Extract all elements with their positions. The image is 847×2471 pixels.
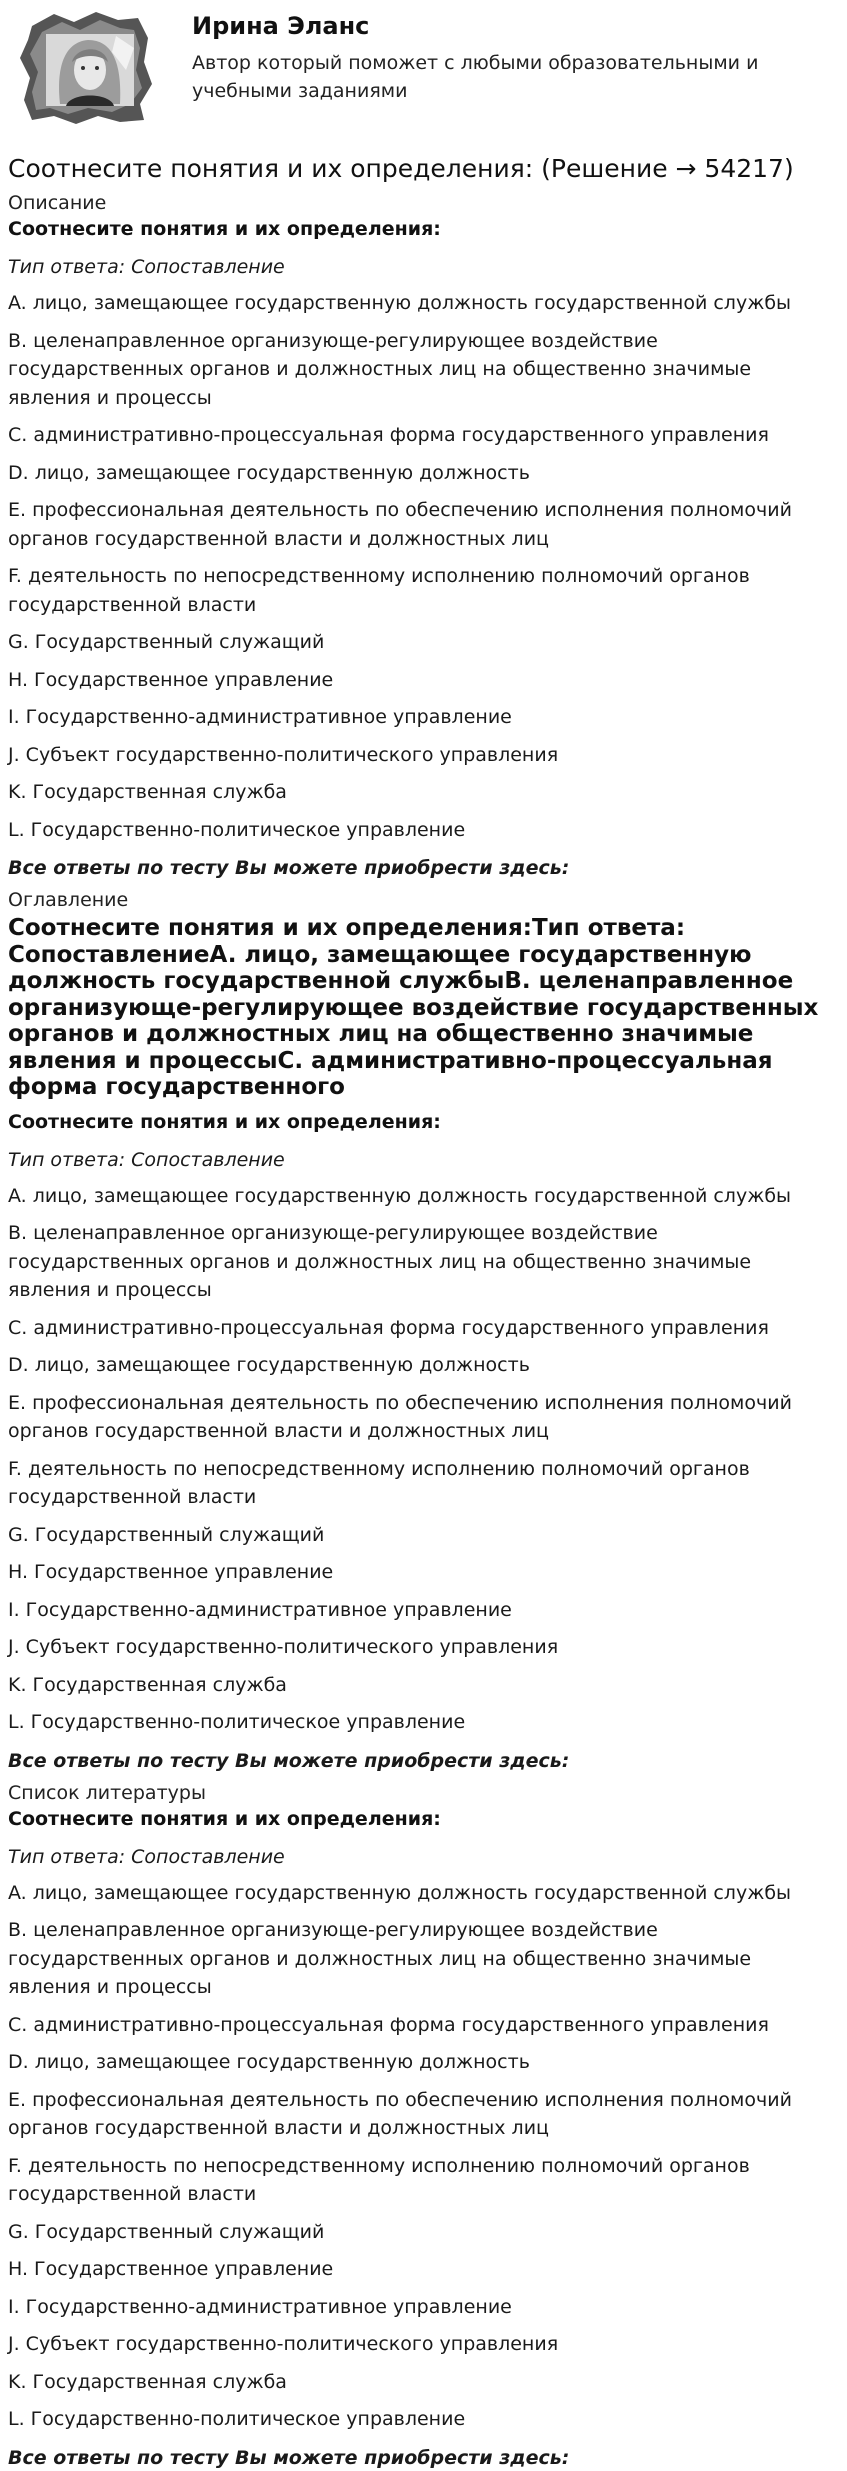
option-item: K. Государственная служба (8, 1673, 287, 1696)
option-item: L. Государственно-политическое управление (8, 2408, 466, 2430)
option-item: D. лицо, замещающее государственную должность (8, 1354, 530, 1376)
question-heading: Соотнесите понятия и их определения: (8, 1807, 441, 1830)
section-label: Оглавление (8, 889, 129, 911)
author-avatar (16, 8, 154, 126)
option-item: C. административно-процессуальная форма государственного управления (8, 1316, 769, 1339)
author-name[interactable]: Ирина Эланс (192, 12, 370, 40)
page-title: Соотнесите понятия и их определения: (Решение → 54217) (8, 154, 794, 183)
option-item: A. лицо, замещающее государственную должность государственной службы (8, 1184, 792, 1207)
options-list (8, 289, 839, 844)
option-item: F. деятельность по непосредственному исполнению полномочий органов государственной власти (8, 565, 750, 616)
section-label: Список литературы (8, 1781, 206, 1804)
answer-type: Тип ответа: Сопоставление (8, 1148, 285, 1171)
section-description (8, 190, 839, 881)
buy-answers-note[interactable]: Все ответы по тесту Вы можете приобрести здесь: (8, 857, 570, 879)
option-item: C. административно-процессуальная форма государственного управления (8, 424, 769, 446)
question-heading: Соотнесите понятия и их определения: (8, 1110, 441, 1133)
author-header (8, 0, 839, 140)
option-item: H. Государственное управление (8, 1561, 334, 1583)
option-item: A. лицо, замещающее государственную должность государственной службы (8, 1881, 792, 1904)
option-item: D. лицо, замещающее государственную должность (8, 461, 530, 484)
option-item: F. деятельность по непосредственному исполнению полномочий органов государственной власти (8, 1457, 750, 1508)
section-label: Описание (8, 192, 107, 214)
option-item: K. Государственная служба (8, 781, 287, 803)
option-item: E. профессиональная деятельность по обеспечению исполнения полномочий органов государственной власти и должностных лиц (8, 2088, 792, 2139)
option-item: L. Государственно-политическое управление (8, 818, 466, 841)
option-item: E. профессиональная деятельность по обеспечению исполнения полномочий органов государственной власти и должностных лиц (8, 499, 792, 550)
option-item: J. Субъект государственно-политического управления (8, 2333, 559, 2355)
option-item: K. Государственная служба (8, 2370, 287, 2393)
option-item: I. Государственно-административное управление (8, 1598, 512, 1621)
options-list (8, 1182, 839, 1737)
option-item: G. Государственный служащий (8, 2220, 325, 2243)
author-description: Автор который поможет с любыми образовательными и учебными заданиями (192, 52, 759, 102)
contents-summary: Соотнесите понятия и их определения:Тип ответа: СопоставлениеA. лицо, замещающее государственную должность государственной службыB. целенаправленное организующе-регулирующее воздействие государственных органов и должностных лиц на общественно значимые явления и процессыC. административно-процессуальная форма государственного (8, 915, 819, 1100)
option-item: G. Государственный служащий (8, 1523, 325, 1546)
buy-answers-note[interactable]: Все ответы по тесту Вы можете приобрести здесь: (8, 1749, 570, 1772)
option-item: H. Государственное управление (8, 668, 334, 691)
option-item: H. Государственное управление (8, 2258, 334, 2280)
option-item: E. профессиональная деятельность по обеспечению исполнения полномочий органов государственной власти и должностных лиц (8, 1391, 792, 1442)
answer-type: Тип ответа: Сопоставление (8, 256, 285, 278)
option-item: B. целенаправленное организующе-регулирующее воздействие государственных органов и должностных лиц на общественно значимые явления и процессы (8, 1222, 752, 1301)
option-item: J. Субъект государственно-политического управления (8, 1636, 559, 1658)
option-item: G. Государственный служащий (8, 631, 325, 653)
section-contents (8, 887, 839, 1774)
option-item: B. целенаправленное организующе-регулирующее воздействие государственных органов и должностных лиц на общественно значимые явления и процессы (8, 1919, 752, 1998)
option-item: I. Государственно-административное управление (8, 706, 512, 728)
option-item: C. административно-процессуальная форма государственного управления (8, 2013, 769, 2036)
option-item: J. Субъект государственно-политического управления (8, 743, 559, 766)
answer-type: Тип ответа: Сопоставление (8, 1845, 285, 1868)
option-item: I. Государственно-административное управление (8, 2295, 512, 2318)
option-item: F. деятельность по непосредственному исполнению полномочий органов государственной власти (8, 2154, 750, 2205)
buy-answers-note[interactable]: Все ответы по тесту Вы можете приобрести здесь: (8, 2446, 570, 2469)
option-item: B. целенаправленное организующе-регулирующее воздействие государственных органов и должностных лиц на общественно значимые явления и процессы (8, 329, 752, 409)
section-references (8, 1780, 839, 2471)
option-item: A. лицо, замещающее государственную должность государственной службы (8, 292, 792, 314)
option-item: D. лицо, замещающее государственную должность (8, 2051, 530, 2073)
options-list (8, 1879, 839, 2434)
question-heading: Соотнесите понятия и их определения: (8, 218, 441, 240)
option-item: L. Государственно-политическое управление (8, 1711, 466, 1733)
